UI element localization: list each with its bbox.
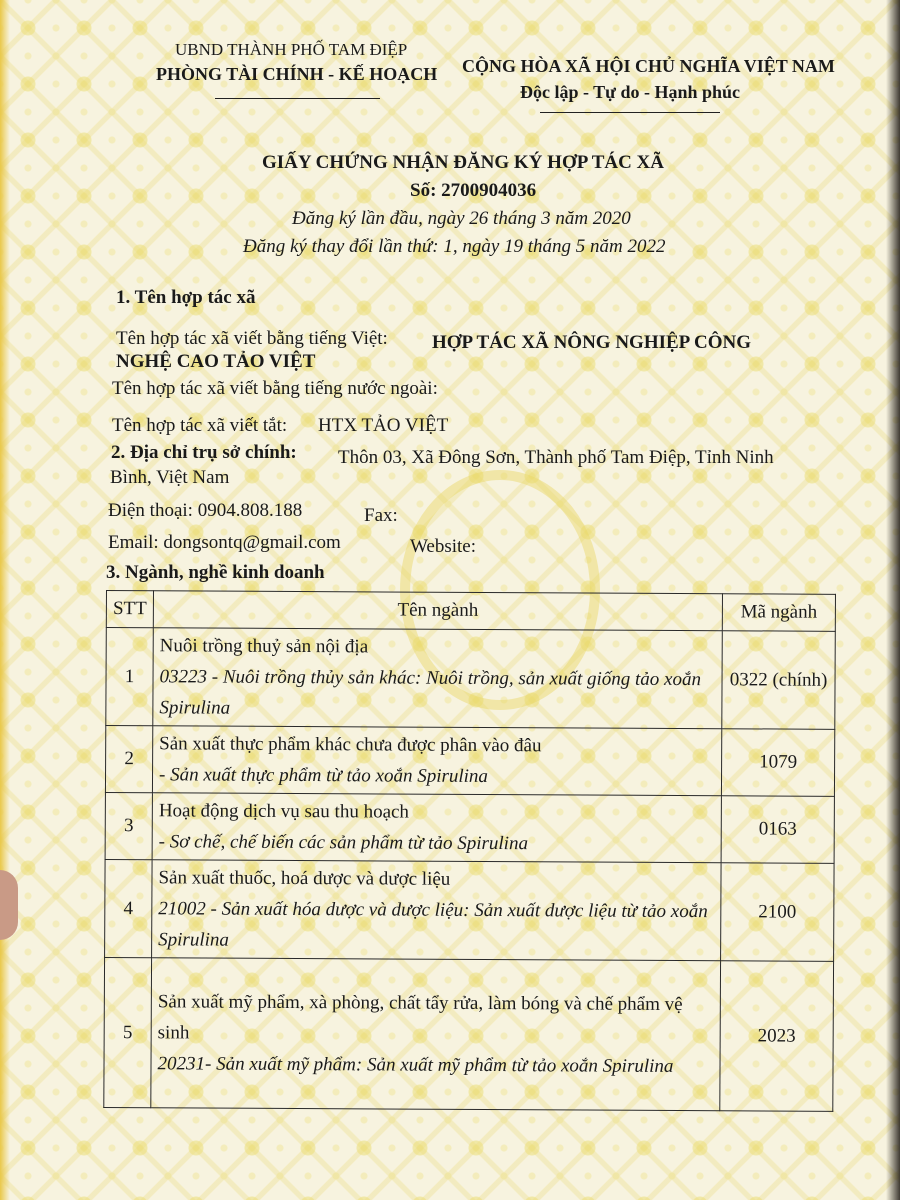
address-part2: Bình, Việt Nam [110,467,230,488]
email-line: Email: dongsontq@gmail.com [108,532,341,553]
row-name: Nuôi trồng thuỷ sản nội địa [159,635,369,658]
change-registration-date: Đăng ký thay đổi lần thứ: 1, ngày 19 tháng 5 năm 2022 [243,236,666,257]
vn-name-label: Tên hợp tác xã viết bằng tiếng Việt: [116,328,388,349]
column-header-stt: STT [106,591,153,628]
row-stt: 3 [105,792,152,859]
table-row [106,628,836,730]
row-name-cell [153,628,723,729]
website-label: Website: [410,536,477,557]
column-header-code: Mã ngành [722,594,835,632]
table-header-row [106,591,835,632]
table-row [104,957,834,1111]
row-name-cell [152,860,722,961]
row-detail: - Sản xuất thực phẩm từ tảo xoắn Spirulina [158,764,489,788]
row-stt: 2 [105,726,152,793]
table-row [105,726,834,797]
row-code: 0322 (chính) [722,631,836,730]
business-lines-table [103,590,836,1112]
table-row [105,792,834,863]
row-name-cell [152,793,721,863]
row-stt: 1 [106,628,154,726]
row-detail: 20231- Sản xuất mỹ phẩm: Sản xuất mỹ phẩm từ tảo xoắn Spirulina [157,1053,674,1077]
phone-line: Điện thoại: 0904.808.188 [108,500,303,521]
first-registration-date: Đăng ký lần đầu, ngày 26 tháng 3 năm 2020 [292,208,631,229]
certificate-number: Số: 2700904036 [410,180,537,201]
issuer-underline [215,98,380,99]
vn-name-part2: NGHỆ CAO TẢO VIỆT [116,351,316,372]
finger-holding-page [0,870,18,940]
row-code: 1079 [721,729,834,797]
national-motto: Độc lập - Tự do - Hạnh phúc [520,82,741,102]
section-2-heading: 2. Địa chỉ trụ sở chính: [111,442,297,463]
row-name-cell [152,726,721,796]
address-part1: Thôn 03, Xã Đông Sơn, Thành phố Tam Điệp, Tỉnh Ninh [338,447,774,468]
row-name: Hoạt động dịch vụ sau thu hoạch [158,800,410,823]
row-code: 2100 [721,863,835,962]
motto-underline [540,112,720,113]
vn-name-part1: HỢP TÁC XÃ NÔNG NGHIỆP CÔNG [432,332,751,353]
foreign-name-label: Tên hợp tác xã viết bằng tiếng nước ngoài: [112,378,438,399]
paper-edge-strip [0,0,10,1200]
short-name-label: Tên hợp tác xã viết tắt: [112,415,288,436]
issuer-department: PHÒNG TÀI CHÍNH - KẾ HOẠCH [156,64,438,84]
row-stt: 4 [105,859,153,957]
row-name-cell [151,958,721,1111]
row-detail: 03223 - Nuôi trồng thủy sản khác: Nuôi trồng, sản xuất giống tảo xoắn Spirulina [159,666,702,719]
row-name: Sản xuất mỹ phẩm, xà phòng, chất tẩy rửa, làm bóng và chế phẩm vệ sinh [157,991,683,1044]
row-name: Sản xuất thuốc, hoá dược và dược liệu [158,867,451,890]
row-code: 0163 [721,796,834,864]
table-row [105,859,835,961]
short-name-value: HTX TẢO VIỆT [318,415,449,436]
row-stt: 5 [104,957,152,1107]
national-title: CỘNG HÒA XÃ HỘI CHỦ NGHĨA VIỆT NAM [462,56,835,76]
page-edge-shadow [886,0,900,1200]
row-detail: 21002 - Sản xuất hóa dược và dược liệu: Sản xuất dược liệu từ tảo xoắn Spirulina [158,898,708,951]
section-1-heading: 1. Tên hợp tác xã [116,287,256,308]
row-detail: - Sơ chế, chế biến các sản phẩm từ tảo Spirulina [158,831,529,855]
issuer-city: UBND THÀNH PHỐ TAM ĐIỆP [175,40,408,59]
certificate-title: GIẤY CHỨNG NHẬN ĐĂNG KÝ HỢP TÁC XÃ [262,152,664,173]
section-3-heading: 3. Ngành, nghề kinh doanh [106,562,325,583]
fax-label: Fax: [364,505,398,526]
row-code: 2023 [720,961,834,1112]
row-name: Sản xuất thực phẩm khác chưa được phân vào đâu [159,733,542,757]
column-header-name: Tên ngành [153,591,722,631]
